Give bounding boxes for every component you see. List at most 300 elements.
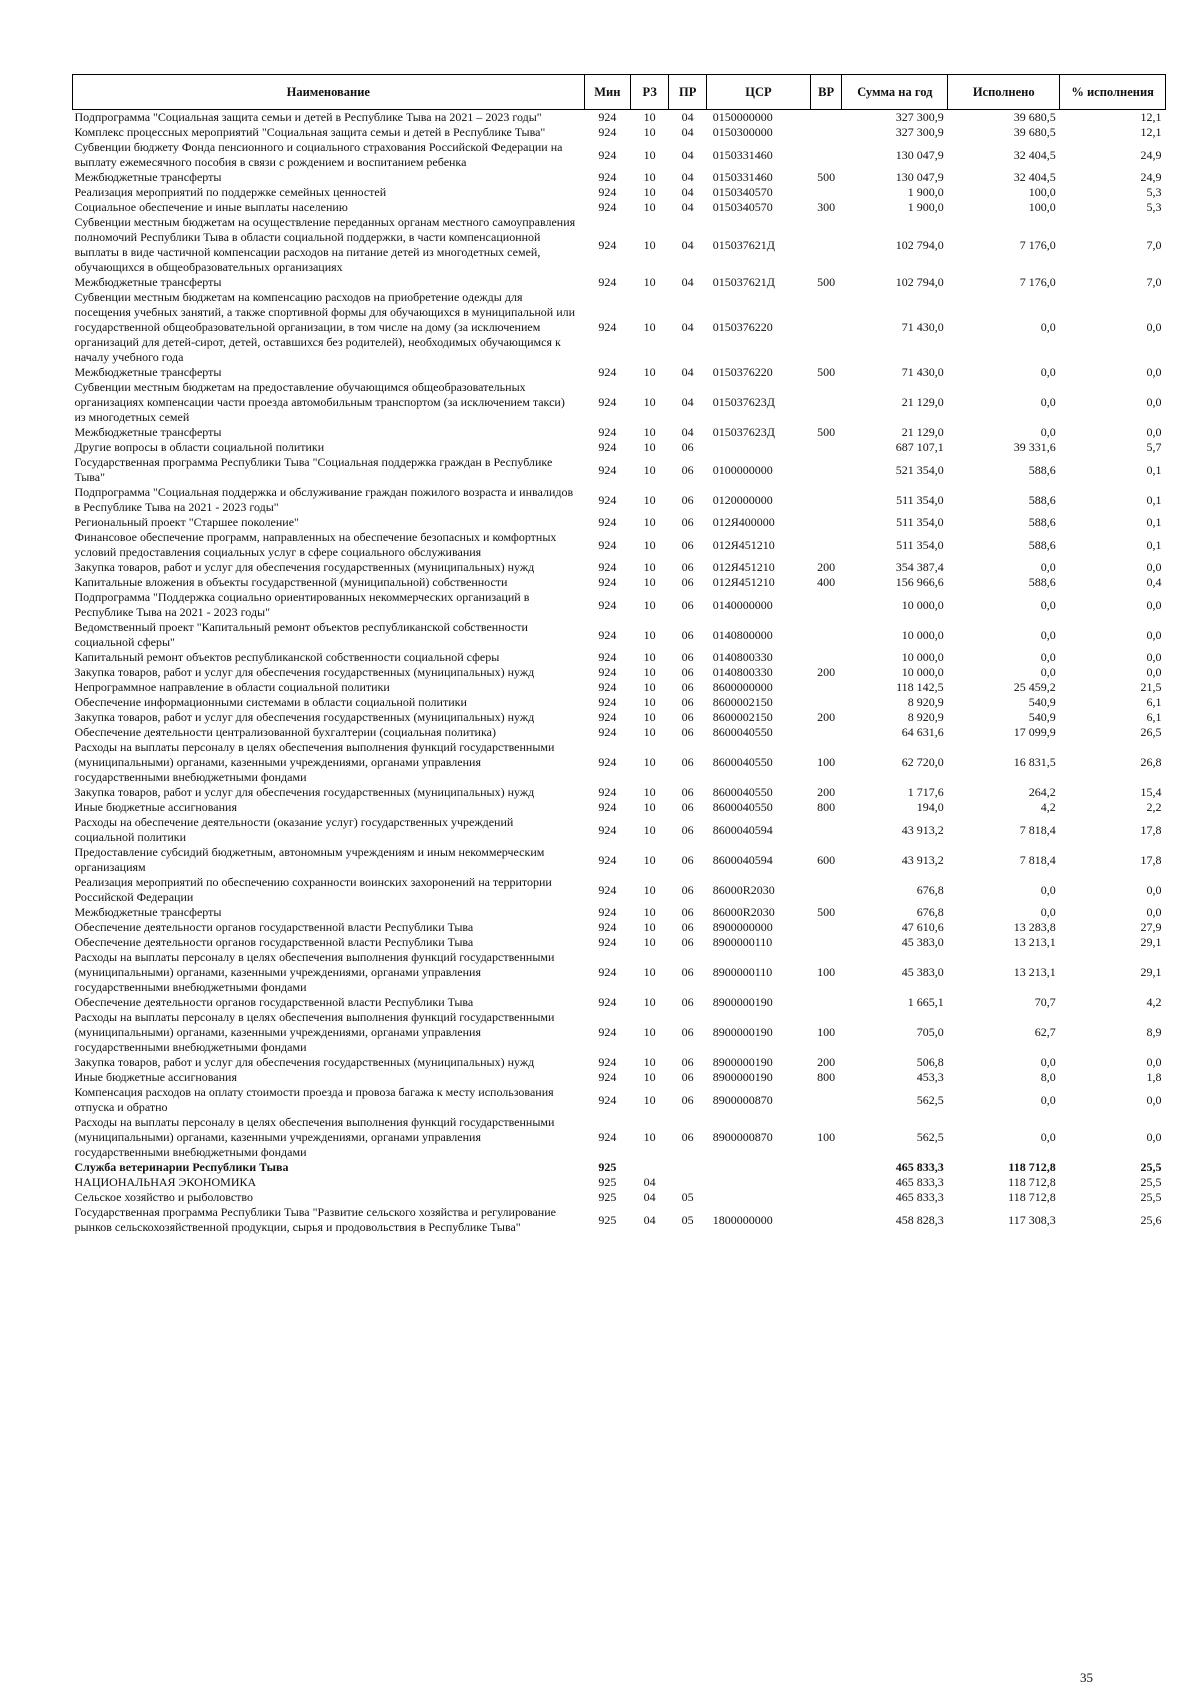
cell-min: 924 [598,800,617,814]
table-row [73,530,1166,560]
table-header-row [73,75,1166,110]
header-name: Наименование [73,75,585,110]
cell-min: 924 [598,425,617,439]
cell-pr: 04 [681,185,694,199]
cell-vr [810,620,842,650]
cell-vr [810,590,842,620]
cell-done: 588,6 [1028,537,1056,552]
cell-vr [810,290,842,365]
header-pr: ПР [669,75,707,110]
cell-rz: 10 [643,650,656,664]
cell-min: 924 [598,147,617,162]
cell-min: 924 [598,575,617,589]
cell-vr [810,725,842,740]
cell-rz: 10 [643,185,656,199]
cell-csr: 015037623Д [712,395,775,409]
table-row [73,575,1166,590]
cell-sum: 130 047,9 [895,170,944,184]
cell-csr: 86000R2030 [712,882,775,897]
table-row [73,665,1166,680]
cell-sum: 10 000,0 [901,627,944,642]
table-row [73,680,1166,695]
cell-sum: 130 047,9 [895,147,944,162]
cell-rz: 04 [643,1212,656,1227]
cell-rz: 10 [643,200,656,214]
table-row [73,170,1166,185]
cell-done: 540,9 [1028,695,1056,709]
cell-pct: 29,1 [1140,965,1162,979]
cell-csr: 012Я451210 [712,560,775,574]
table-row [73,290,1166,365]
cell-csr: 015037621Д [712,275,775,289]
cell-name: Ведомственный проект "Капитальный ремонт объектов республиканской собственности социальной сферы" [74,620,528,649]
cell-pct: 5,3 [1146,200,1162,214]
cell-done: 0,0 [1040,395,1056,409]
cell-vr: 200 [817,1055,836,1069]
cell-csr: 8600040550 [712,800,773,814]
page-number: 35 [1080,1670,1093,1685]
cell-pct: 12,1 [1140,110,1162,124]
cell-sum: 327 300,9 [895,110,944,124]
cell-pr: 06 [681,695,694,709]
cell-name: Обеспечение деятельности органов государственной власти Республики Тыва [74,995,474,1009]
cell-pct: 6,1 [1146,695,1162,709]
cell-min: 924 [598,110,617,124]
cell-min: 924 [598,440,617,454]
cell-name: Служба ветеринарии Республики Тыва [74,1160,289,1174]
cell-rz: 10 [643,110,656,124]
cell-pct: 17,8 [1140,852,1162,867]
cell-rz: 10 [643,320,656,334]
cell-done: 0,0 [1040,597,1056,612]
cell-pct: 0,0 [1146,627,1162,642]
cell-csr: 8900000110 [712,965,773,979]
cell-min: 924 [598,882,617,897]
cell-done: 39 331,6 [1013,440,1056,454]
table-body [73,110,1166,1236]
table-row [73,1010,1166,1055]
cell-sum: 21 129,0 [901,425,944,439]
cell-csr: 8900000870 [712,1130,773,1144]
cell-csr: 0140800330 [712,650,773,664]
budget-table [72,74,1166,1235]
cell-pct: 27,9 [1140,920,1162,934]
cell-done: 588,6 [1028,515,1056,529]
cell-pr: 04 [681,395,694,409]
cell-sum: 465 833,3 [895,1190,944,1204]
cell-csr [707,1175,811,1190]
cell-pct: 0,0 [1146,597,1162,612]
cell-name: Закупка товаров, работ и услуг для обеспечения государственных (муниципальных) нужд [74,665,535,679]
cell-done: 7 818,4 [1019,822,1056,837]
cell-rz: 10 [643,147,656,162]
cell-pr: 06 [681,1055,694,1069]
cell-vr [810,485,842,515]
cell-sum: 1 900,0 [907,185,944,199]
cell-pct: 17,8 [1140,822,1162,837]
cell-name: Субвенции бюджету Фонда пенсионного и социального страхования Российской Федерации на выплату ежемесячного пособия в связи с рождением и воспитанием ребенка [74,140,563,169]
cell-vr: 800 [817,1070,836,1084]
cell-sum: 521 354,0 [895,462,944,477]
cell-vr [810,920,842,935]
cell-pct: 0,0 [1146,665,1162,679]
cell-done: 39 680,5 [1013,125,1056,139]
cell-pct: 12,1 [1140,125,1162,139]
cell-pct: 0,1 [1146,537,1162,552]
table-row [73,935,1166,950]
table-row [73,590,1166,620]
cell-rz: 04 [643,1190,656,1204]
cell-pr: 04 [681,425,694,439]
table-row [73,200,1166,215]
cell-name: Субвенции местным бюджетам на предоставление обучающимся общеобразовательных организациях компенсации части проезда автомобильным транспортом (за исключением такси) из многодетных семей [74,380,565,424]
cell-rz: 10 [643,680,656,694]
table-row [73,215,1166,275]
header-min: Мин [584,75,631,110]
cell-min: 924 [598,1055,617,1069]
cell-rz: 10 [643,965,656,979]
cell-name: Комплекс процессных мероприятий "Социальная защита семьи и детей в Республике Тыва" [74,125,546,139]
cell-done: 118 712,8 [1008,1160,1056,1174]
cell-pct: 0,0 [1146,1055,1162,1069]
cell-done: 0,0 [1040,1092,1056,1107]
cell-rz: 10 [643,1055,656,1069]
cell-min: 924 [598,1092,617,1107]
header-sum: Сумма на год [842,75,948,110]
cell-vr [810,1085,842,1115]
cell-vr [810,515,842,530]
cell-sum: 511 354,0 [896,537,944,552]
cell-sum: 465 833,3 [895,1160,944,1174]
cell-pct: 0,0 [1146,425,1162,439]
cell-name: Другие вопросы в области социальной политики [74,440,325,454]
cell-rz: 10 [643,515,656,529]
table-row [73,1190,1166,1205]
table-row [73,455,1166,485]
cell-rz: 10 [643,1092,656,1107]
cell-pct: 2,2 [1146,800,1162,814]
cell-vr [810,1175,842,1190]
header-vr: ВР [810,75,842,110]
table-row [73,620,1166,650]
cell-done: 8,0 [1040,1070,1056,1084]
cell-csr: 0120000000 [712,492,773,507]
cell-name: Обеспечение деятельности органов государственной власти Республики Тыва [74,920,474,934]
cell-csr: 8600040594 [712,822,773,837]
cell-vr [810,215,842,275]
cell-min: 924 [598,920,617,934]
cell-done: 16 831,5 [1013,755,1056,769]
cell-min: 924 [598,125,617,139]
cell-pr: 06 [681,995,694,1009]
cell-csr [707,440,811,455]
cell-pr: 06 [681,560,694,574]
header-pct: % исполнения [1060,75,1166,110]
cell-pr: 04 [681,125,694,139]
cell-rz: 10 [643,882,656,897]
cell-done: 17 099,9 [1013,725,1056,739]
cell-csr: 0140800330 [712,665,773,679]
table-row [73,1070,1166,1085]
cell-csr: 8900000110 [712,935,773,949]
cell-done: 0,0 [1040,882,1056,897]
cell-min: 924 [598,822,617,837]
cell-csr: 8900000870 [712,1092,773,1107]
cell-rz: 10 [643,537,656,552]
cell-csr: 0150340570 [712,185,773,199]
cell-pct: 0,0 [1146,320,1162,334]
cell-pr: 06 [681,822,694,837]
cell-name: Межбюджетные трансферты [74,365,222,379]
cell-csr: 0150300000 [712,125,773,139]
cell-name: Предоставление субсидий бюджетным, автономным учреждениям и иным некоммерческим организациям [74,845,545,874]
cell-done: 117 308,3 [1008,1212,1056,1227]
cell-pct: 0,0 [1146,882,1162,897]
cell-name: Подпрограмма "Поддержка социально ориентированных некоммерческих организаций в Республике Тыва на 2021 - 2023 годы" [74,590,530,619]
table-row [73,365,1166,380]
cell-sum: 64 631,6 [901,725,944,739]
cell-done: 264,2 [1028,785,1056,799]
table-row [73,275,1166,290]
cell-name: Государственная программа Республики Тыва "Развитие сельского хозяйства и регулирование рынков сельскохозяйственной продукции, сырья и продовольствия в Республике Тыва" [74,1205,556,1234]
cell-pct: 1,8 [1146,1070,1162,1084]
cell-rz: 10 [643,395,656,409]
cell-csr: 8900000000 [712,920,773,934]
cell-pr: 06 [681,965,694,979]
cell-rz: 10 [643,905,656,919]
cell-min: 924 [598,1130,617,1144]
cell-name: Расходы на выплаты персоналу в целях обеспечения выполнения функций государственными (муниципальными) органами, казенными учреждениями, органами управления государственными внебюджетными фондами [74,1010,555,1054]
cell-vr: 200 [817,560,836,574]
cell-rz: 10 [643,822,656,837]
cell-csr: 8600002150 [712,695,773,709]
cell-pr: 06 [681,755,694,769]
cell-min: 924 [598,365,617,379]
cell-pct: 0,1 [1146,492,1162,507]
table-row [73,380,1166,425]
cell-csr: 8900000190 [712,995,773,1009]
cell-pr: 06 [681,680,694,694]
cell-done: 0,0 [1040,665,1056,679]
cell-rz: 10 [643,1070,656,1084]
cell-pct: 6,1 [1146,710,1162,724]
cell-csr: 8600040550 [712,725,773,739]
cell-name: Расходы на выплаты персоналу в целях обеспечения выполнения функций государственными (муниципальными) органами, казенными учреждениями, органами управления государственными внебюджетными фондами [74,1115,555,1159]
cell-vr [810,455,842,485]
cell-pct: 0,1 [1146,515,1162,529]
table-row [73,1205,1166,1235]
cell-name: Межбюджетные трансферты [74,905,222,919]
cell-pct: 15,4 [1140,785,1162,799]
cell-pr: 06 [681,440,694,454]
cell-csr: 0150331460 [712,170,773,184]
cell-rz: 10 [643,425,656,439]
cell-vr: 100 [817,1025,836,1039]
cell-done: 13 213,1 [1013,965,1056,979]
cell-pr: 06 [681,515,694,529]
cell-min: 924 [598,650,617,664]
cell-pct: 5,3 [1146,185,1162,199]
cell-sum: 687 107,1 [895,440,944,454]
cell-name: Непрограммное направление в области социальной политики [74,680,390,694]
cell-name: Капитальный ремонт объектов республиканской собственности социальной сферы [74,650,500,664]
cell-min: 924 [598,1070,617,1084]
header-csr: ЦСР [707,75,811,110]
cell-sum: 511 354,0 [896,515,944,529]
cell-done: 0,0 [1040,1130,1056,1144]
cell-pct: 5,7 [1146,440,1162,454]
cell-vr: 500 [817,425,836,439]
cell-done: 4,2 [1040,800,1056,814]
cell-min: 924 [598,995,617,1009]
cell-rz [631,1160,669,1175]
cell-csr: 8900000190 [712,1025,773,1039]
cell-sum: 1 717,6 [907,785,944,799]
cell-vr: 500 [817,905,836,919]
cell-min: 924 [598,680,617,694]
cell-pr: 06 [681,1092,694,1107]
cell-csr: 015037621Д [712,237,775,252]
cell-pr: 06 [681,905,694,919]
cell-name: Закупка товаров, работ и услуг для обеспечения государственных (муниципальных) нужд [74,560,535,574]
table-row [73,1160,1166,1175]
cell-sum: 676,8 [916,882,944,897]
table-row [73,815,1166,845]
cell-min: 924 [598,560,617,574]
cell-min: 924 [598,515,617,529]
table-row [73,875,1166,905]
cell-done: 7 818,4 [1019,852,1056,867]
cell-sum: 453,3 [916,1070,944,1084]
cell-pr: 06 [681,920,694,934]
cell-name: Иные бюджетные ассигнования [74,1070,237,1084]
cell-name: Реализация мероприятий по обеспечению сохранности воинских захоронений на территории Российской Федерации [74,875,552,904]
cell-name: Обеспечение деятельности органов государственной власти Республики Тыва [74,935,474,949]
cell-min: 924 [598,725,617,739]
cell-rz: 10 [643,125,656,139]
cell-name: Закупка товаров, работ и услуг для обеспечения государственных (муниципальных) нужд [74,710,535,724]
cell-vr: 500 [817,365,836,379]
cell-pr: 06 [681,1130,694,1144]
cell-rz: 10 [643,725,656,739]
cell-vr [810,650,842,665]
cell-csr: 0150331460 [712,147,773,162]
cell-min: 924 [598,237,617,252]
cell-name: Подпрограмма "Социальная поддержка и обслуживание граждан пожилого возраста и инвалидов в Республике Тыва на 2021 - 2023 годы" [74,485,574,514]
cell-pct: 25,6 [1140,1212,1162,1227]
cell-vr [810,875,842,905]
cell-done: 540,9 [1028,710,1056,724]
table-row [73,515,1166,530]
cell-vr [810,530,842,560]
cell-csr: 8600002150 [712,710,773,724]
table-row [73,785,1166,800]
cell-sum: 1 665,1 [907,995,944,1009]
cell-sum: 62 720,0 [901,755,944,769]
cell-vr [810,140,842,170]
cell-name: Компенсация расходов на оплату стоимости проезда и провоза багажа к месту использования отпуска и обратно [74,1085,554,1114]
cell-pr: 06 [681,710,694,724]
cell-sum: 354 387,4 [895,560,944,574]
cell-pr: 06 [681,852,694,867]
cell-name: Субвенции местным бюджетам на компенсацию расходов на приобретение одежды для посещения учебных занятий, а также спортивной формы для обучающихся в муниципальной или государственной общеобразовательной организации, в том числе на дому (за исключением организаций для детей-сирот, детей, оставшихся без родителей), необходимых обучающимся к началу учебного года [74,290,576,364]
cell-pr: 06 [681,785,694,799]
cell-rz: 10 [643,1130,656,1144]
cell-csr: 0140800000 [712,627,773,642]
cell-min: 924 [598,852,617,867]
cell-name: Государственная программа Республики Тыва "Социальная поддержка граждан в Республике Тыва" [74,455,553,484]
cell-pr: 06 [681,537,694,552]
cell-name: Сельское хозяйство и рыболовство [74,1190,254,1204]
cell-vr: 100 [817,965,836,979]
cell-rz: 10 [643,852,656,867]
cell-done: 25 459,2 [1013,680,1056,694]
cell-rz: 10 [643,237,656,252]
cell-pct: 0,0 [1146,905,1162,919]
cell-done: 0,0 [1040,1055,1056,1069]
cell-min: 924 [598,320,617,334]
cell-pct: 0,1 [1146,462,1162,477]
table-row [73,710,1166,725]
cell-pr: 06 [681,492,694,507]
cell-name: Межбюджетные трансферты [74,275,222,289]
cell-csr: 8900000190 [712,1070,773,1084]
table-row [73,725,1166,740]
cell-min: 924 [598,785,617,799]
table-row [73,560,1166,575]
cell-pr: 06 [681,882,694,897]
cell-vr: 600 [817,852,836,867]
cell-vr: 100 [817,1130,836,1144]
cell-csr: 015037623Д [712,425,775,439]
table-row [73,1085,1166,1115]
cell-vr: 100 [817,755,836,769]
cell-pct: 0,0 [1146,1092,1162,1107]
cell-vr [810,1190,842,1205]
cell-min: 924 [598,665,617,679]
table-row [73,110,1166,126]
cell-name: Иные бюджетные ассигнования [74,800,237,814]
cell-name: Реализация мероприятий по поддержке семейных ценностей [74,185,387,199]
cell-pr: 06 [681,650,694,664]
cell-vr: 500 [817,170,836,184]
cell-vr [810,125,842,140]
cell-min: 924 [598,905,617,919]
cell-rz: 10 [643,1025,656,1039]
cell-min: 924 [598,1025,617,1039]
cell-pr: 06 [681,1070,694,1084]
cell-min: 924 [598,755,617,769]
cell-done: 62,7 [1034,1025,1056,1039]
cell-min: 924 [598,965,617,979]
cell-rz: 10 [643,710,656,724]
cell-rz: 10 [643,170,656,184]
cell-pct: 0,0 [1146,1130,1162,1144]
cell-min: 925 [598,1190,617,1204]
table-row [73,125,1166,140]
cell-min: 924 [598,492,617,507]
cell-sum: 194,0 [916,800,944,814]
cell-rz: 10 [643,665,656,679]
cell-pr: 05 [681,1190,694,1204]
cell-done: 100,0 [1028,185,1056,199]
cell-name: Субвенции местным бюджетам на осуществление переданных органам местного самоуправления полномочий Республики Тыва в области социальной поддержки, в части компенсационной выплаты в виде частичной компенсации расходов на питание детей из многодетных семей, обучающихся в общеобразовательных организациях [74,215,576,274]
table-row [73,440,1166,455]
cell-min: 924 [598,597,617,612]
cell-min: 924 [598,537,617,552]
cell-vr [810,1205,842,1235]
cell-csr: 8600000000 [712,680,773,694]
